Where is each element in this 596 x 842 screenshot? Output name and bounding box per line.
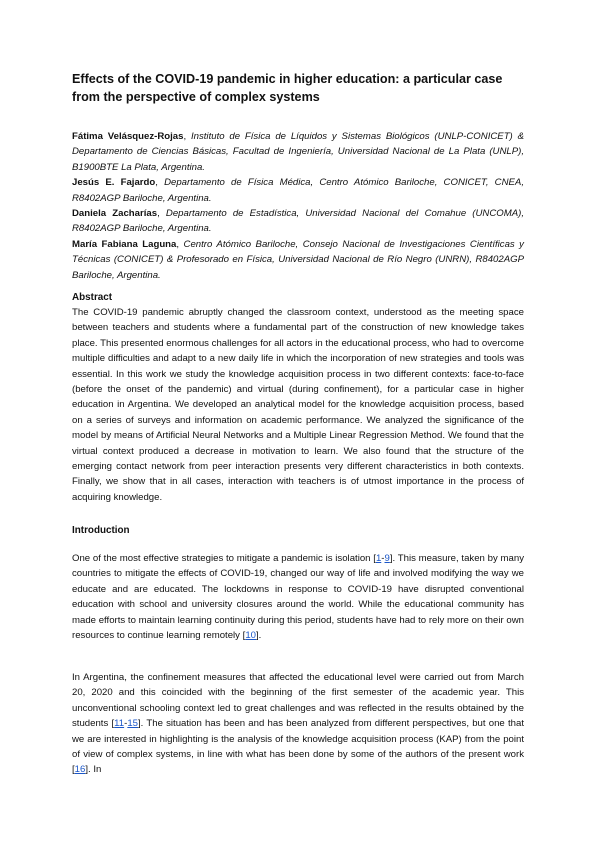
introduction-heading: Introduction xyxy=(72,525,130,536)
citation-link[interactable]: 1 xyxy=(375,553,382,564)
citation-link[interactable]: 16 xyxy=(74,764,86,776)
author-affiliation: Centro Atómico Bariloche, Consejo Nacional de Investigaciones Científicas y Técnicas (CONICET) & Profesorado en Física, Universidad Nacional de Río Negro (UNRN), R8402AGP Bariloche, Argentina. xyxy=(72,238,524,281)
author-entry: Jesús E. Fajardo, Departamento de Física Médica, Centro Atómico Bariloche, CONICET, CNEA, R8402AGP Bariloche, Argentina. xyxy=(72,177,524,204)
author-affiliation: Departamento de Estadística, Universidad Nacional del Comahue (UNCOMA), R8402AGP Bariloche, Argentina. xyxy=(72,208,525,235)
author-affiliation: Instituto de Física de Líquidos y Sistemas Biológicos (UNLP-CONICET) & Departamento de Ciencias Básicas, Facultad de Ingeniería, Universidad Nacional de La Plata (UNLP), B1900BTE La Plata, Argentina. xyxy=(72,131,524,173)
intro-paragraph-2: In Argentina, the confinement measures that affected the educational level were carried out from March 20, 2020 and this coincided with the beginning of the first semester of the academic year. This unconventional schooling context led to great challenges and was reflected in the results obtained by the students [11-15]. The situation has been and has been analyzed from different perspectives, but one that we are interested in highlighting is the analysis of the knowledge acquisition process (KAP) from the point of view of complex systems, in line with what has been done by some of the authors of the present work [16]. In xyxy=(72,672,524,776)
citation-link[interactable]: 10 xyxy=(245,630,256,642)
author-entry: María Fabiana Laguna, Centro Atómico Bariloche, Consejo Nacional de Investigaciones Científicas y Técnicas (CONICET) & Profesorado en Física, Universidad Nacional de Río Negro (UNRN), R8402AGP Bariloche, Argentina. xyxy=(72,238,524,281)
abstract-heading: Abstract xyxy=(72,292,113,303)
author-entry: Fátima Velásquez-Rojas, Instituto de Física de Líquidos y Sistemas Biológicos (UNLP-CONICET) & Departamento de Ciencias Básicas, Facultad de Ingeniería, Universidad Nacional de La Plata (UNLP), B1900BTE La Plata, Argentina. xyxy=(72,131,524,173)
author-name: Fátima Velásquez-Rojas xyxy=(72,131,184,142)
paper-title: Effects of the COVID-19 pandemic in higher education: a particular case from the perspective of complex systems xyxy=(72,72,503,104)
author-name: Daniela Zacharías xyxy=(72,208,158,220)
author-name: María Fabiana Laguna xyxy=(72,238,177,250)
author-entry: Daniela Zacharías, Departamento de Estadística, Universidad Nacional del Comahue (UNCOMA), R8402AGP Bariloche, Argentina. xyxy=(72,208,525,235)
author-name: Jesús E. Fajardo xyxy=(72,177,156,189)
citation-link[interactable]: 11 xyxy=(114,718,125,730)
citation-link[interactable]: 15 xyxy=(127,718,138,730)
author-affiliation: Departamento de Física Médica, Centro Atómico Bariloche, CONICET, CNEA, R8402AGP Bariloche, Argentina. xyxy=(72,177,524,204)
abstract-text: The COVID-19 pandemic abruptly changed the classroom context, understood as the meeting space between teachers and students where a fundamental part of the construction of new knowledge takes place. This presented enormous challenges for all actors in the educational process, who had to overcome multiple difficulties and adapt to a new daily life in which the incorporation of new strategies and tools was essential. In this work we study the knowledge acquisition process in two different contexts: face-to-face (before the onset of the pandemic) and virtual (during confinement), for a particular case in higher education in Argentina. We developed an analytical model for the knowledge acquisition process, based on a series of surveys and information on academic performance. We analyzed the significance of the model by means of Artificial Neural Networks and a Multiple Linear Regression Method. We found that the virtual context produced a decrease in motivation to learn. We also found that the structure of the emerging contact network from peer interaction presents very different characteristics in both contexts. Finally, we show that in all cases, interaction with teachers is of utmost importance in the process of acquiring knowledge. xyxy=(72,307,524,503)
intro-paragraph-1: One of the most effective strategies to mitigate a pandemic is isolation [1-9]. This measure, taken by many countries to mitigate the effects of COVID-19, changed our way of life and involved modifying the way we educate and are educated. The lockdowns in response to COVID-19 have disrupted conventional education with school and university closures around the world. While the educational community has made efforts to maintain learning continuity during this period, students have had to rely more on their own resources to continue learning remotely [10]. xyxy=(72,553,524,642)
citation-link[interactable]: 9 xyxy=(384,553,390,564)
author-list xyxy=(72,129,524,283)
